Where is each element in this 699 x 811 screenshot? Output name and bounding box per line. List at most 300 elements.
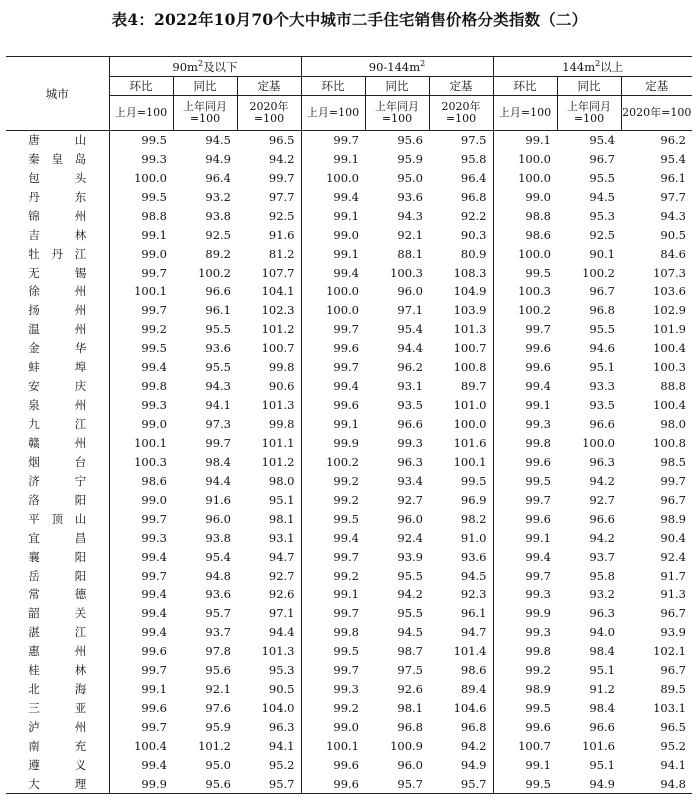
index-value-cell: 99.7 [493, 320, 557, 339]
index-value-cell: 99.1 [493, 528, 557, 547]
index-value-cell: 99.7 [493, 566, 557, 585]
index-value-cell: 103.9 [453, 303, 487, 318]
index-value-cell: 99.5 [493, 699, 557, 718]
index-value-cell: 100.2 [198, 265, 231, 280]
table-header [6, 57, 692, 131]
table-row [6, 187, 692, 206]
index-value-cell: 97.3 [205, 417, 231, 432]
city-name: 蚌埠 [28, 360, 87, 375]
index-value-cell: 99.3 [493, 623, 557, 642]
city-name: 大理 [28, 776, 87, 791]
index-value-cell: 99.1 [493, 755, 557, 774]
index-value-cell: 89.2 [205, 246, 231, 261]
table-row [6, 774, 692, 793]
index-value-cell: 95.1 [589, 360, 615, 375]
table-row [6, 131, 692, 150]
index-value-cell: 100.0 [301, 301, 365, 320]
index-value-cell: 94.0 [589, 625, 615, 640]
index-value-cell: 94.2 [268, 151, 295, 166]
city-cell [6, 244, 109, 263]
index-value-cell: 88.1 [397, 246, 423, 261]
sub-header-mom: 环比 [493, 77, 557, 96]
index-value-cell: 100.0 [301, 168, 365, 187]
index-value-cell: 104.6 [453, 701, 487, 716]
index-value-cell: 89.4 [460, 682, 487, 697]
index-value-cell: 93.8 [205, 530, 231, 545]
index-value-cell: 98.2 [460, 511, 487, 526]
index-value-cell: 101.3 [261, 398, 295, 413]
table-row [6, 718, 692, 737]
index-value-cell: 96.8 [460, 720, 487, 735]
index-value-cell: 99.7 [141, 265, 167, 280]
index-value-cell: 95.3 [589, 208, 615, 223]
index-value-cell: 95.9 [205, 720, 231, 735]
index-value-cell: 107.7 [261, 265, 295, 280]
index-value-cell: 94.3 [205, 379, 231, 394]
index-value-cell: 93.9 [660, 625, 686, 640]
index-value-cell: 96.0 [205, 511, 231, 526]
index-value-cell: 96.5 [268, 133, 295, 148]
index-value-cell: 93.8 [205, 208, 231, 223]
index-value-cell: 96.8 [589, 303, 615, 318]
index-value-cell: 99.3 [301, 680, 365, 699]
city-name: 济宁 [28, 473, 87, 488]
index-value-cell: 94.1 [205, 398, 231, 413]
index-value-cell: 99.3 [141, 151, 167, 166]
index-value-cell: 99.2 [301, 699, 365, 718]
table-row [6, 755, 692, 774]
city-name: 常德 [28, 587, 87, 602]
index-value-cell: 90.5 [268, 682, 295, 697]
index-value-cell: 94.8 [205, 568, 231, 583]
index-value-cell: 100.1 [453, 454, 487, 469]
index-value-cell: 99.6 [301, 755, 365, 774]
index-value-cell: 91.7 [660, 568, 686, 583]
index-value-cell: 94.4 [268, 625, 295, 640]
city-name: 宜昌 [28, 530, 87, 545]
index-value-cell: 95.6 [173, 774, 237, 793]
city-cell [6, 452, 109, 471]
city-cell [6, 149, 109, 168]
city-name: 岳阳 [28, 568, 87, 583]
index-value-cell: 95.1 [589, 757, 615, 772]
index-value-cell: 108.3 [453, 265, 487, 280]
table-row [6, 396, 692, 415]
index-value-cell: 100.9 [390, 738, 423, 753]
index-value-cell: 94.2 [460, 738, 487, 753]
base-label-last-month: 上月=100 [493, 96, 557, 131]
base-label-last-month: 上月=100 [301, 96, 365, 131]
index-value-cell: 93.3 [589, 379, 615, 394]
city-cell [6, 358, 109, 377]
index-value-cell: 99.7 [141, 511, 167, 526]
index-value-cell: 101.2 [261, 454, 295, 469]
city-cell [6, 774, 109, 793]
index-value-cell: 99.2 [301, 566, 365, 585]
index-value-cell: 100.2 [582, 265, 615, 280]
index-value-cell: 100.8 [653, 435, 686, 450]
index-value-cell: 92.5 [205, 227, 231, 242]
index-value-cell: 98.1 [397, 701, 423, 716]
city-cell [6, 623, 109, 642]
city-name: 北海 [28, 682, 87, 697]
index-value-cell: 93.4 [397, 473, 423, 488]
table-row [6, 377, 692, 396]
index-value-cell: 93.9 [397, 549, 423, 564]
table-row [6, 490, 692, 509]
index-value-cell: 98.6 [141, 473, 167, 488]
index-value-cell: 93.2 [205, 189, 231, 204]
table-body [6, 131, 692, 794]
index-value-cell: 99.2 [141, 322, 167, 337]
sub-header-fixed-base: 定基 [621, 77, 692, 96]
index-value-cell: 99.1 [493, 396, 557, 415]
index-value-cell: 96.5 [660, 720, 686, 735]
index-value-cell: 94.5 [397, 625, 423, 640]
index-value-cell: 100.3 [493, 282, 557, 301]
index-value-cell: 97.5 [460, 133, 487, 148]
city-cell [6, 699, 109, 718]
city-name: 徐州 [28, 284, 87, 299]
index-value-cell: 95.5 [205, 360, 231, 375]
index-value-cell: 100.1 [134, 284, 167, 299]
city-cell [6, 282, 109, 301]
table-row [6, 358, 692, 377]
index-value-cell: 95.8 [589, 568, 615, 583]
index-value-cell: 98.4 [589, 701, 615, 716]
index-value-cell: 94.4 [397, 341, 423, 356]
city-name: 扬州 [28, 303, 87, 318]
index-value-cell: 96.1 [205, 303, 231, 318]
index-value-cell: 94.2 [589, 473, 615, 488]
index-value-cell: 92.2 [460, 208, 487, 223]
index-value-cell: 101.1 [261, 435, 295, 450]
index-value-cell: 100.1 [301, 737, 365, 756]
index-value-cell: 100.0 [493, 149, 557, 168]
index-value-cell: 91.2 [589, 682, 615, 697]
index-value-cell: 94.1 [660, 757, 686, 772]
index-value-cell: 100.1 [134, 435, 167, 450]
index-value-cell: 92.1 [397, 227, 423, 242]
index-value-cell: 99.4 [301, 377, 365, 396]
index-value-cell: 100.0 [493, 244, 557, 263]
index-value-cell: 96.6 [205, 284, 231, 299]
index-value-cell: 96.7 [589, 284, 615, 299]
table-row [6, 642, 692, 661]
index-value-cell: 96.7 [660, 492, 686, 507]
index-value-cell: 101.0 [453, 398, 487, 413]
index-value-cell: 99.5 [141, 189, 167, 204]
index-value-cell: 93.7 [589, 549, 615, 564]
index-value-cell: 98.0 [660, 417, 686, 432]
index-value-cell: 95.2 [660, 738, 686, 753]
index-value-cell: 100.0 [134, 170, 167, 185]
city-name: 温州 [28, 322, 87, 337]
index-value-cell: 94.5 [205, 133, 231, 148]
index-value-cell: 99.1 [493, 131, 557, 150]
index-value-cell: 95.6 [205, 663, 231, 678]
index-value-cell: 95.5 [589, 322, 615, 337]
index-value-cell: 99.4 [141, 549, 167, 564]
group-header-144-above: $144m^2$以上 [493, 57, 692, 77]
base-label-last-year: 上年同月=100 [557, 96, 621, 131]
sub-header-fixed-base: 定基 [237, 77, 301, 96]
index-value-cell: 81.2 [268, 246, 295, 261]
table-row [6, 339, 692, 358]
index-value-cell: 95.5 [397, 568, 423, 583]
table-row [6, 547, 692, 566]
sub-header-mom: 环比 [301, 77, 365, 96]
index-value-cell: 95.4 [397, 322, 423, 337]
sub-header-yoy: 同比 [365, 77, 429, 96]
sub-header-yoy: 同比 [557, 77, 621, 96]
index-value-cell: 88.8 [660, 379, 686, 394]
index-value-cell: 96.1 [660, 170, 686, 185]
index-value-cell: 97.1 [268, 606, 295, 621]
index-value-cell: 96.6 [589, 720, 615, 735]
index-value-cell: 90.3 [460, 227, 487, 242]
index-value-cell: 90.5 [660, 227, 686, 242]
index-value-cell: 96.7 [660, 606, 686, 621]
index-value-cell: 99.7 [141, 303, 167, 318]
index-value-cell: 103.1 [653, 701, 686, 716]
city-cell [6, 377, 109, 396]
index-value-cell: 92.5 [589, 227, 615, 242]
city-name: 襄阳 [28, 549, 87, 564]
index-value-cell: 84.6 [660, 246, 686, 261]
index-value-cell: 96.7 [589, 151, 615, 166]
index-value-cell: 100.8 [453, 360, 487, 375]
index-value-cell: 99.3 [397, 435, 423, 450]
index-value-cell: 100.4 [134, 738, 167, 753]
city-cell [6, 566, 109, 585]
index-value-cell: 98.6 [493, 225, 557, 244]
index-value-cell: 96.9 [460, 492, 487, 507]
table-row [6, 604, 692, 623]
index-value-cell: 100.2 [301, 452, 365, 471]
group-header-90-144: $90-144m^2$ [301, 57, 493, 77]
index-value-cell: 99.7 [301, 604, 365, 623]
city-cell [6, 263, 109, 282]
index-value-cell: 92.7 [397, 492, 423, 507]
index-value-cell: 99.4 [301, 528, 365, 547]
index-value-cell: 94.3 [397, 208, 423, 223]
index-value-cell: 107.3 [653, 265, 686, 280]
city-cell [6, 604, 109, 623]
index-value-cell: 104.0 [261, 701, 295, 716]
index-value-cell: 90.6 [268, 379, 295, 394]
city-cell [6, 755, 109, 774]
index-value-cell: 92.4 [397, 530, 423, 545]
index-value-cell: 95.9 [397, 151, 423, 166]
table-row [6, 301, 692, 320]
index-value-cell: 99.4 [493, 547, 557, 566]
table-row [6, 623, 692, 642]
city-cell [6, 187, 109, 206]
index-value-cell: 90.4 [660, 530, 686, 545]
index-value-cell: 102.1 [653, 644, 686, 659]
index-value-cell: 99.1 [301, 415, 365, 434]
index-value-cell: 93.1 [268, 530, 295, 545]
index-value-cell: 99.3 [141, 530, 167, 545]
table-row [6, 263, 692, 282]
city-cell [6, 642, 109, 661]
index-value-cell: 99.3 [493, 585, 557, 604]
index-value-cell: 100.7 [261, 341, 295, 356]
index-value-cell: 91.3 [660, 587, 686, 602]
index-value-cell: 99.1 [301, 585, 365, 604]
index-value-cell: 99.0 [141, 417, 167, 432]
city-cell [6, 471, 109, 490]
index-value-cell: 92.6 [268, 587, 295, 602]
city-column-header: 城市 [6, 57, 109, 131]
city-cell [6, 490, 109, 509]
index-value-cell: 100.7 [493, 737, 557, 756]
index-value-cell: 95.1 [589, 663, 615, 678]
city-cell [6, 737, 109, 756]
index-value-cell: 99.7 [268, 170, 295, 185]
index-value-cell: 99.5 [493, 471, 557, 490]
index-value-cell: 95.7 [237, 774, 301, 793]
index-value-cell: 99.5 [301, 509, 365, 528]
city-cell [6, 301, 109, 320]
index-value-cell: 93.6 [397, 189, 423, 204]
index-value-cell: 99.1 [141, 682, 167, 697]
city-cell [6, 320, 109, 339]
city-cell [6, 718, 109, 737]
index-value-cell: 97.8 [205, 644, 231, 659]
city-name: 包头 [28, 170, 87, 185]
city-name: 吉林 [28, 227, 87, 242]
index-value-cell: 98.5 [660, 454, 686, 469]
index-value-cell: 97.5 [397, 663, 423, 678]
index-value-cell: 98.0 [268, 473, 295, 488]
city-name: 泸州 [28, 720, 87, 735]
index-value-cell: 92.4 [660, 549, 686, 564]
city-cell [6, 509, 109, 528]
index-value-cell: 94.2 [397, 587, 423, 602]
index-value-cell: 100.2 [493, 301, 557, 320]
index-value-cell: 99.1 [301, 206, 365, 225]
index-value-cell: 92.3 [460, 587, 487, 602]
sub-header-mom: 环比 [109, 77, 173, 96]
table-row [6, 168, 692, 187]
index-value-cell: 99.9 [301, 434, 365, 453]
index-value-cell: 96.6 [589, 417, 615, 432]
index-value-cell: 99.6 [493, 509, 557, 528]
index-value-cell: 99.0 [493, 187, 557, 206]
index-value-cell: 94.7 [460, 625, 487, 640]
index-value-cell: 99.2 [301, 490, 365, 509]
index-value-cell: 99.8 [268, 360, 295, 375]
index-value-cell: 96.7 [660, 663, 686, 678]
index-value-cell: 93.2 [589, 587, 615, 602]
index-value-cell: 99.8 [301, 623, 365, 642]
table-row [6, 225, 692, 244]
index-value-cell: 99.2 [301, 471, 365, 490]
index-value-cell: 99.7 [141, 720, 167, 735]
index-value-cell: 94.5 [460, 568, 487, 583]
index-value-cell: 95.4 [589, 133, 615, 148]
table-row [6, 528, 692, 547]
table-row [6, 737, 692, 756]
base-label-2020: 2020年=100 [237, 96, 301, 131]
city-cell [6, 434, 109, 453]
index-value-cell: 94.6 [589, 341, 615, 356]
index-value-cell: 101.3 [261, 644, 295, 659]
index-value-cell: 96.3 [589, 454, 615, 469]
index-value-cell: 90.1 [589, 246, 615, 261]
city-name: 平顶山 [28, 511, 87, 526]
index-value-cell: 99.7 [301, 131, 365, 150]
index-value-cell: 100.7 [453, 341, 487, 356]
index-value-cell: 99.9 [109, 774, 173, 793]
city-cell [6, 206, 109, 225]
index-value-cell: 99.7 [301, 661, 365, 680]
index-value-cell: 98.6 [460, 663, 487, 678]
table-row [6, 680, 692, 699]
index-value-cell: 93.6 [205, 341, 231, 356]
city-name: 牡丹江 [28, 246, 87, 261]
city-name: 南充 [28, 738, 87, 753]
index-value-cell: 94.9 [205, 151, 231, 166]
city-name: 唐山 [28, 133, 87, 148]
index-value-cell: 99.0 [141, 246, 167, 261]
index-value-cell: 94.3 [660, 208, 686, 223]
index-value-cell: 96.0 [397, 284, 423, 299]
base-label-2020: 2020年=100 [429, 96, 493, 131]
table-row [6, 566, 692, 585]
index-value-cell: 95.8 [460, 151, 487, 166]
city-name: 赣州 [28, 435, 87, 450]
index-value-cell: 96.8 [460, 189, 487, 204]
table-row [6, 585, 692, 604]
index-value-cell: 80.9 [460, 246, 487, 261]
table-title: 表4：2022年10月70个大中城市二手住宅销售价格分类指数（二） [111, 10, 588, 29]
index-value-cell: 99.6 [141, 644, 167, 659]
index-value-cell: 99.3 [141, 398, 167, 413]
table-row [6, 452, 692, 471]
index-value-cell: 96.3 [589, 606, 615, 621]
index-value-cell: 100.0 [582, 435, 615, 450]
index-value-cell: 94.9 [557, 774, 621, 793]
index-value-cell: 99.6 [301, 774, 365, 793]
index-value-cell: 99.6 [493, 358, 557, 377]
index-value-cell: 99.7 [301, 358, 365, 377]
city-name: 无锡 [28, 265, 87, 280]
index-value-cell: 99.8 [493, 434, 557, 453]
city-name: 遵义 [28, 757, 87, 772]
city-name: 惠州 [28, 644, 87, 659]
table-row [6, 244, 692, 263]
index-value-cell: 93.5 [397, 398, 423, 413]
city-cell [6, 415, 109, 434]
index-value-cell: 99.5 [301, 642, 365, 661]
price-index-table [6, 56, 692, 794]
index-value-cell: 96.4 [205, 170, 231, 185]
index-value-cell: 99.8 [268, 417, 295, 432]
index-value-cell: 99.5 [141, 133, 167, 148]
index-value-cell: 93.7 [205, 625, 231, 640]
city-name: 锦州 [28, 208, 87, 223]
table-row [6, 661, 692, 680]
index-value-cell: 92.7 [268, 568, 295, 583]
index-value-cell: 94.2 [589, 530, 615, 545]
city-name: 安庆 [28, 379, 87, 394]
index-value-cell: 99.9 [493, 604, 557, 623]
index-value-cell: 99.4 [141, 360, 167, 375]
index-value-cell: 95.0 [205, 757, 231, 772]
